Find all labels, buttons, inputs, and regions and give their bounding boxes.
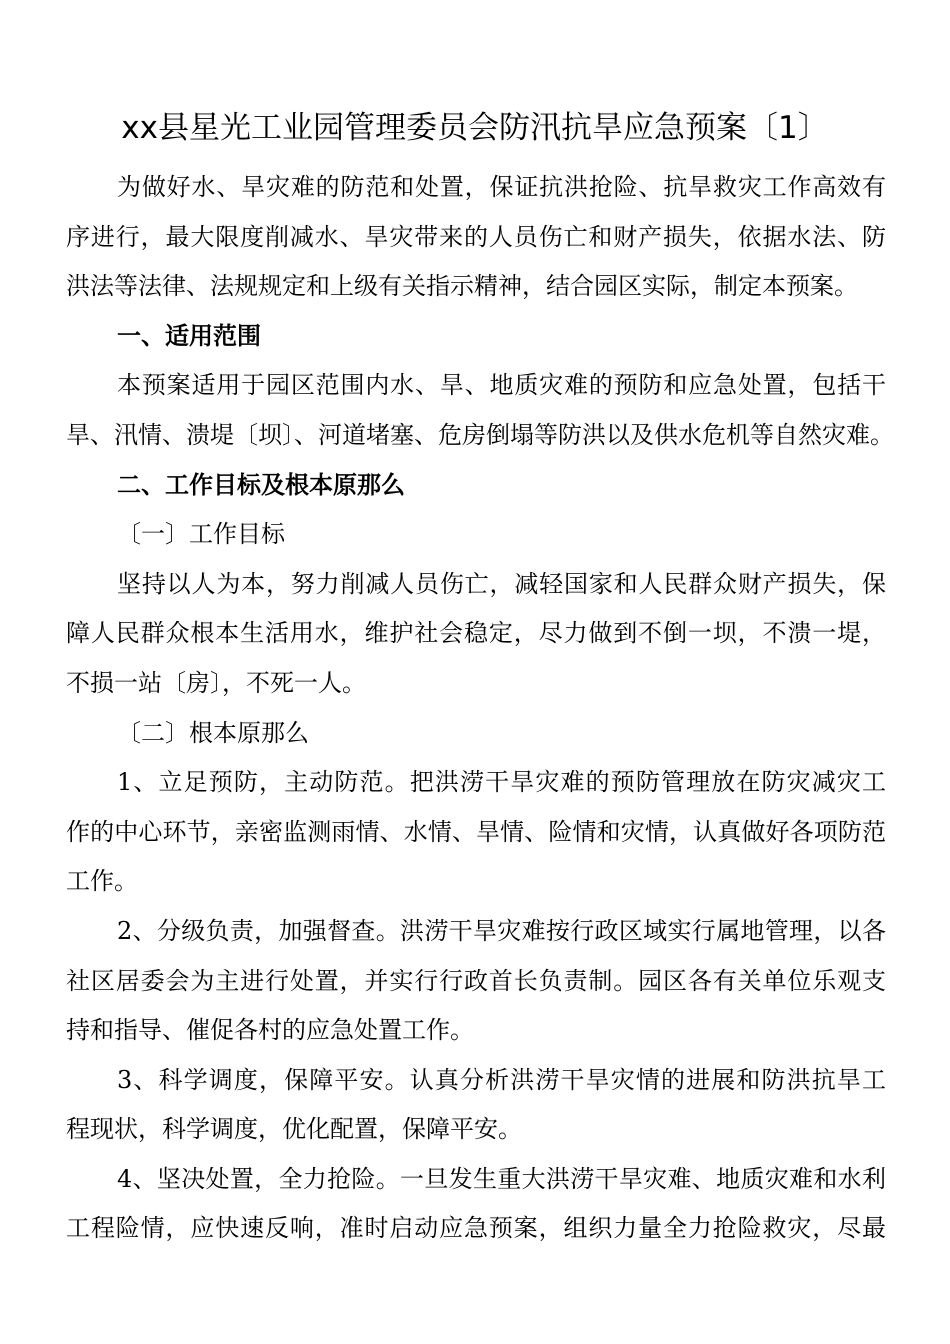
subsection-heading [66, 709, 886, 759]
text-line: 3、科学调度，保障平安。认真分析洪涝干旱灾情的进展和防洪抗旱工 [117, 1065, 886, 1094]
text-line: 程现状，科学调度，优化配置，保障平安。 [66, 1115, 522, 1144]
subsection-heading [66, 510, 886, 560]
paragraph [66, 1056, 886, 1155]
text-line: 工作。 [66, 867, 138, 896]
text-line: 为做好水、旱灾难的防范和处置，保证抗洪抢险、抗旱救灾工作高效有 [117, 173, 886, 201]
text-line: 持和指导、催促各村的应急处置工作。 [66, 1016, 474, 1045]
text-line: 社区居委会为主进行处置，并实行行政首长负责制。园区各有关单位乐观支 [66, 966, 886, 995]
paragraph [66, 361, 894, 460]
paragraph [66, 907, 886, 1056]
text-line: 不损一站〔房〕，不死一人。 [66, 668, 366, 697]
text-line: 〔二〕根本原那么 [117, 718, 309, 747]
text-line: 一、适用范围 [117, 321, 261, 350]
paragraph [66, 1155, 886, 1254]
paragraph [66, 560, 886, 709]
text-line: 坚持以人为本，努力削减人员伤亡，减轻国家和人民群众财产损失，保 [117, 569, 886, 598]
text-line: 2、分级负责，加强督查。洪涝干旱灾难按行政区域实行属地管理，以各 [117, 916, 886, 945]
text-line: 本预案适用于园区范围内水、旱、地质灾难的预防和应急处置，包括干 [117, 371, 886, 400]
text-line: 二、工作目标及根本原那么 [117, 470, 405, 499]
text-line: 作的中心环节，亲密监测雨情、水情、旱情、险情和灾情，认真做好各项防范 [66, 817, 886, 846]
text-line: 4、坚决处置，全力抢险。一旦发生重大洪涝干旱灾难、地质灾难和水利 [117, 1164, 886, 1193]
document-body [66, 163, 894, 1254]
paragraph [66, 758, 886, 907]
text-line: 工程险情，应快速反响，准时启动应急预案，组织力量全力抢险救灾，尽最 [66, 1214, 886, 1243]
text-line: 〔一〕工作目标 [117, 520, 285, 549]
text-line: 障人民群众根本生活用水，维护社会稳定，尽力做到不倒一坝，不溃一堤， [66, 619, 886, 648]
text-line: 洪法等法律、法规规定和上级有关指示精神，结合园区实际，制定本预案。 [66, 272, 858, 301]
text-line: 1、立足预防，主动防范。把洪涝干旱灾难的预防管理放在防灾减灾工 [117, 768, 886, 797]
section-heading [66, 312, 886, 362]
section-heading [66, 461, 886, 511]
text-line: 旱、汛情、溃堤〔坝〕、河道堵塞、危房倒塌等防洪以及供水危机等自然灾难。 [66, 420, 894, 449]
document-title: xx县星光工业园管理委员会防汛抗旱应急预案〔1〕 [121, 110, 829, 146]
paragraph [66, 163, 886, 312]
text-line: 序进行，最大限度削减水、旱灾带来的人员伤亡和财产损失，依据水法、防 [66, 222, 886, 251]
